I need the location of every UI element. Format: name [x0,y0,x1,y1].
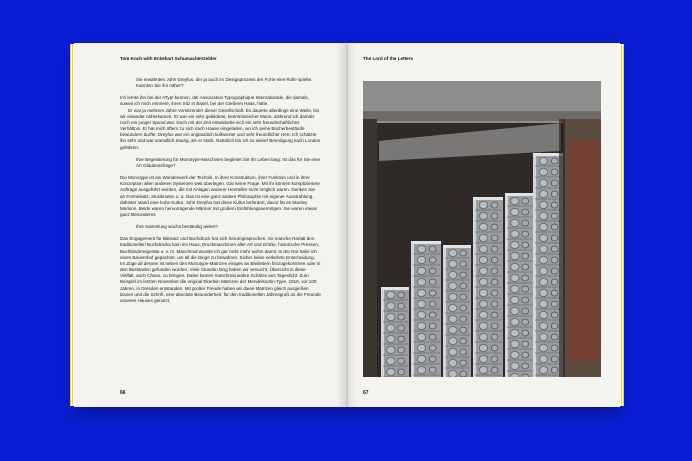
type-ornament [491,279,498,285]
interview-question: Ihre Sammlung wuchs beständig weiter? [136,224,218,230]
type-column-top [443,245,471,248]
type-ornament [539,267,547,274]
type-ornament [522,220,529,226]
type-ornament [551,257,558,263]
type-ornament [479,267,487,274]
type-ornament [479,256,487,263]
type-ornament [417,333,425,340]
type-ornament [551,279,558,285]
type-ornament [387,346,395,353]
type-ornament [551,356,558,362]
right-page [347,43,620,407]
type-ornament [387,302,395,309]
column-shadow [559,119,565,377]
type-ornament [511,296,519,303]
type-ornament [511,373,519,377]
running-head-right: The Lord of the Letters [363,56,414,61]
type-ornament [449,337,457,344]
type-ornament [449,326,457,333]
type-ornament [417,366,425,373]
type-ornament [417,300,425,307]
type-ornament [460,349,467,355]
type-ornament [449,359,457,366]
type-ornament [479,289,487,296]
type-ornament [479,366,487,373]
type-ornament [491,290,498,296]
type-ornament [511,362,519,369]
type-ornament [460,327,467,333]
type-ornament [511,329,519,336]
type-ornament [491,323,498,329]
type-ornament [491,268,498,274]
interview-question: Sie erwähnten John Dreyfus, der ja auch im Designprozess der Forte eine Rolle spielte. Kannten Sie ihn näher? [136,77,313,89]
type-ornament [417,245,425,252]
type-ornament [491,345,498,351]
type-ornament [479,311,487,318]
type-ornament [387,291,395,298]
type-ornament [551,345,558,351]
type-column-top [411,241,441,244]
type-ornament [460,272,467,278]
type-ornament [539,201,547,208]
type-ornament [551,213,558,219]
type-ornament [522,231,529,237]
type-ornament [417,278,425,285]
type-ornament [539,256,547,263]
rust-patch [569,141,601,361]
interview-answer: Er war ja mehrere Jahre Vorsitzender dieser Gesellschaft. Es dauerte allerdings eine Weile, bis wir einander näherkamen. Er war ein sehr gebildeter, kenntnisreicher Mann, während ich damals noch ein junger Spund war. Doch mit der Zeit entwickelte sich ein sehr freundschaftliches Verhältnis. Er hat mich öfters zu sich nach Hause eingeladen, wo ich seine Bücherbestände bewundern durfte. Dreyfus war ein unglaublich kultivierter und sehr freundlicher Herr. Ich schätzte ihn sehr und war unendlich traurig, als er starb. Natürlich bin ich zu seiner Beerdigung nach London gefahren. [120,107,321,150]
type-ornament [539,234,547,241]
type-ornament [491,356,498,362]
type-ornament [491,224,498,230]
photo-metal-type [363,81,601,377]
type-ornament [479,245,487,252]
type-ornament [551,334,558,340]
type-ornament [551,169,558,175]
type-ornament [511,241,519,248]
type-ornament [539,278,547,285]
type-ornament [398,325,405,331]
type-ornament [539,157,547,164]
type-ornament [479,234,487,241]
type-ornament [551,246,558,252]
interview-question: Ihre Begeisterung für Monotype-Maschinen begleitet Sie Ihr Leben lang. Ist das für Sie eine Art Glaubensfrage? [136,156,321,168]
type-ornament [417,256,425,263]
type-ornament [539,366,547,373]
page-number-right: 67 [363,390,369,396]
type-ornament [429,367,436,373]
type-ornament [491,213,498,219]
type-ornament [511,351,519,358]
type-ornament [460,250,467,256]
type-ornament [417,267,425,274]
type-ornament [479,333,487,340]
photo-illustration [363,81,601,377]
type-ornament [511,230,519,237]
tray-left-wall [363,119,377,377]
type-ornament [539,223,547,230]
type-ornament [522,264,529,270]
interview-answer: Die Monotype ist ein Wunderwerk der Technik. In ihrer Konstruktion, ihrer Funktion und in ihrer Konzeption allen anderen Systemen weit überlegen. Gar keine Frage. Mit ihr können kompliziertere Aufträge ausgeführt werden, die mit Anlagen anderer Hersteller nicht möglich waren. Denken Sie an Formelsatz, Musiknoten u. a. Das ist eine ganz andere Philosophie mit eigener Ausstrahlung, dahinter stand eine hohe Kultur. John Dreyfus hat diese Kultur befördert, davor fat es Stanley Morison. Beide waren hervorragende Männer mit großem Einfühlungsvermögen. Sie waren etwas ganz Besonderes. [120,175,320,217]
type-ornament [479,223,487,230]
type-ornament [449,260,457,267]
type-ornament [491,367,498,373]
type-ornament [398,347,405,353]
interview-answer: Das Engagement für Bleisatz und Buchdruck hat sich herumgesprochen. So manche Rarität des traditionellen Buchdrucks kam ins Haus, Druckmaschinen aller Art und Größe, historische Pressen, Buchbindereigeräte u. v. m. Manchmal wusste ich gar nicht mehr wohin damit. In der Not habe ich einen Bauernhof gepachtet, um all die Dinge zu bewahren. Sicher keine verkehrte Entscheidung. Im Zuge all dessen ist neben den Monotype-Matrizen einiges an Bleilettern hinzugekommen oder in den Beständen gefunden worden. Viele Stunden lang haben wir versucht, Übersicht in diese Vielfalt, auch Chaos, zu bringen. Dabei kamen manchmal wahre Schätze ans Tageslicht. Zum Beispiel im letzten November die original Ekerlein Matrizen der Mendelssohn-Type, 1919, vor 100 Jahren, in Dresden entstanden. Mit großer Freude haben wir diese Matrizen gleich ausgießen lassen und die Schrift, eine absolute Besonderheit, für den traditionellen Jahresgruß an die Freunde unseres Hauses genutzt. [120,236,321,303]
type-ornament [522,363,529,369]
type-ornament [417,355,425,362]
type-ornament [522,275,529,281]
type-ornament [522,341,529,347]
type-ornament [511,274,519,281]
type-column-highlight [381,287,384,377]
type-ornament [491,202,498,208]
type-column-top [533,153,563,156]
type-ornament [539,300,547,307]
type-ornament [398,314,405,320]
type-ornament [522,319,529,325]
type-ornament [429,301,436,307]
type-ornament [551,202,558,208]
type-column-top [505,193,533,196]
type-ornament [449,315,457,322]
type-ornament [551,191,558,197]
type-ornament [429,290,436,296]
type-ornament [551,268,558,274]
type-ornament [522,308,529,314]
type-ornament [387,368,395,375]
type-ornament [429,268,436,274]
running-head-left: Tom Koch with Eckehart SchumacherGebler [120,56,217,61]
type-ornament [539,179,547,186]
type-ornament [511,252,519,259]
type-ornament [460,360,467,366]
type-ornament [449,249,457,256]
type-ornament [449,271,457,278]
type-ornament [429,334,436,340]
type-ornament [522,352,529,358]
type-ornament [398,358,405,364]
type-ornament [539,322,547,329]
type-ornament [417,322,425,329]
type-ornament [539,311,547,318]
type-ornament [539,333,547,340]
type-ornament [511,197,519,204]
type-ornament [522,286,529,292]
type-ornament [429,323,436,329]
type-ornament [539,212,547,219]
type-ornament [491,334,498,340]
type-ornament [449,304,457,311]
type-ornament [511,208,519,215]
type-ornament [522,198,529,204]
type-ornament [429,356,436,362]
type-ornament [449,370,457,377]
type-ornament [551,367,558,373]
type-ornament [522,242,529,248]
type-ornament [511,285,519,292]
type-ornament [479,300,487,307]
type-ornament [539,245,547,252]
type-ornament [522,374,529,377]
type-ornament [417,311,425,318]
type-ornament [460,316,467,322]
type-ornament [449,348,457,355]
type-ornament [539,344,547,351]
type-ornament [539,190,547,197]
type-ornament [522,209,529,215]
type-ornament [460,371,467,377]
type-ornament [387,335,395,342]
type-ornament [522,253,529,259]
type-ornament [479,344,487,351]
type-ornament [398,369,405,375]
type-ornament [460,338,467,344]
type-ornament [387,357,395,364]
type-ornament [551,290,558,296]
type-ornament [491,246,498,252]
type-ornament [460,261,467,267]
type-ornament [398,303,405,309]
type-ornament [511,318,519,325]
type-ornament [479,212,487,219]
type-ornament [551,180,558,186]
type-ornament [460,305,467,311]
type-ornament [551,312,558,318]
type-ornament [479,322,487,329]
type-ornament [522,297,529,303]
open-book [74,43,620,407]
type-ornament [429,257,436,263]
type-ornament [387,324,395,331]
type-column-top [473,197,503,200]
type-ornament [539,289,547,296]
type-column-top [381,287,409,290]
type-ornament [460,294,467,300]
type-ornament [460,283,467,289]
type-ornament [479,201,487,208]
type-ornament [511,263,519,270]
type-ornament [511,219,519,226]
type-ornament [387,313,395,320]
interview-answer: Ich lernte ihn bei der ATypI kennen, der Association Typographique Internationale, die damals, soweit ich mich erinnere, ihren Sitz in Basel, bei der Gießerei Haas, hatte. [120,95,309,107]
type-ornament [417,344,425,351]
type-ornament [398,292,405,298]
type-ornament [491,312,498,318]
type-ornament [417,289,425,296]
type-ornament [522,330,529,336]
type-ornament [429,246,436,252]
type-ornament [429,279,436,285]
type-ornament [551,158,558,164]
type-ornament [449,293,457,300]
type-ornament [479,355,487,362]
type-ornament [429,345,436,351]
type-ornament [449,282,457,289]
page-number-left: 66 [120,390,126,396]
type-ornament [551,224,558,230]
type-ornament [539,168,547,175]
type-ornament [551,323,558,329]
type-ornament [491,257,498,263]
interview-text [120,77,321,310]
type-ornament [429,312,436,318]
type-column [381,287,409,377]
left-page [74,43,347,407]
type-ornament [491,301,498,307]
type-ornament [398,336,405,342]
type-ornament [479,278,487,285]
type-ornament [511,340,519,347]
type-ornament [539,355,547,362]
type-ornament [511,307,519,314]
type-ornament [551,235,558,241]
type-ornament [551,301,558,307]
type-ornament [491,235,498,241]
